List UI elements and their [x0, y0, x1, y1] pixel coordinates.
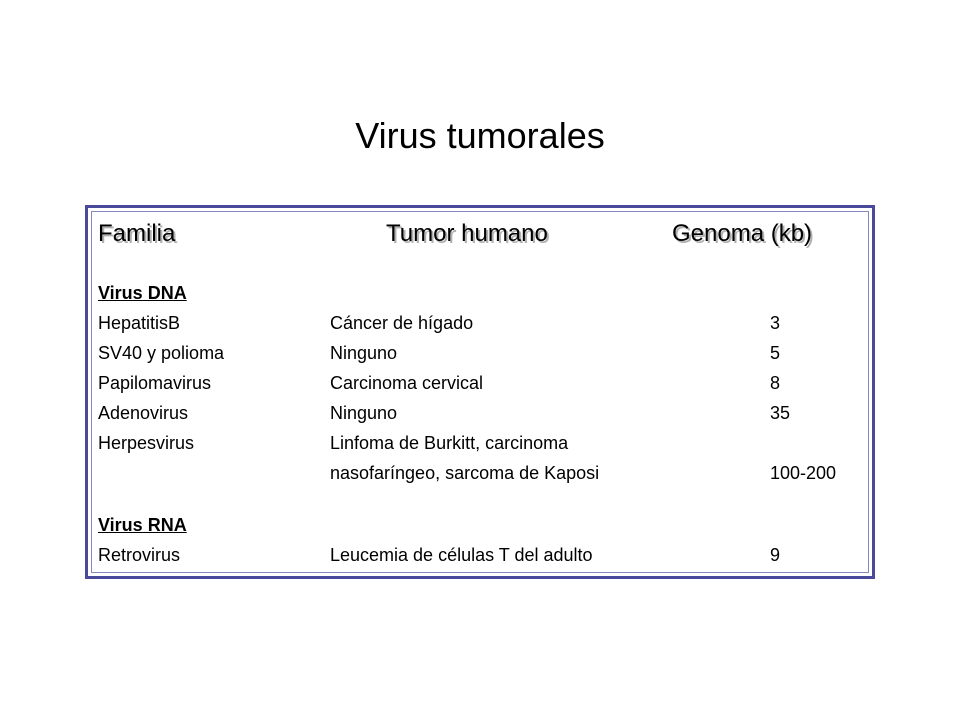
- cell-tumor: Carcinoma cervical: [330, 373, 484, 393]
- cell-tumor: Cáncer de hígado: [330, 313, 474, 333]
- cell-familia: Adenovirus: [98, 403, 189, 423]
- cell-familia: Retrovirus: [98, 545, 181, 565]
- header-tumor: Tumor humano: [386, 220, 548, 247]
- cell-tumor: Leucemia de células T del adulto: [330, 545, 593, 565]
- slide-title: Virus tumorales: [355, 115, 605, 156]
- cell-familia: Papilomavirus: [98, 373, 212, 393]
- cell-genoma: 3: [770, 313, 781, 333]
- cell-genoma: 8: [770, 373, 781, 393]
- cell-familia: SV40 y polioma: [98, 343, 225, 363]
- cell-genoma: 100-200: [770, 463, 837, 483]
- cell-genoma: 5: [770, 343, 781, 363]
- cell-tumor: Ninguno: [330, 343, 398, 363]
- header-familia: Familia: [98, 220, 176, 247]
- cell-tumor: Linfoma de Burkitt, carcinoma: [330, 433, 569, 453]
- cell-familia: Herpesvirus: [98, 433, 195, 453]
- cell-familia: HepatitisB: [98, 313, 181, 333]
- cell-tumor: nasofaríngeo, sarcoma de Kaposi: [330, 463, 600, 483]
- group-label-dna: Virus DNA: [98, 283, 187, 303]
- virus-table: [85, 205, 875, 579]
- cell-genoma: 35: [770, 403, 791, 423]
- header-genoma: Genoma (kb): [672, 220, 813, 247]
- cell-genoma: 9: [770, 545, 781, 565]
- cell-tumor: Ninguno: [330, 403, 398, 423]
- group-label-rna: Virus RNA: [98, 515, 187, 535]
